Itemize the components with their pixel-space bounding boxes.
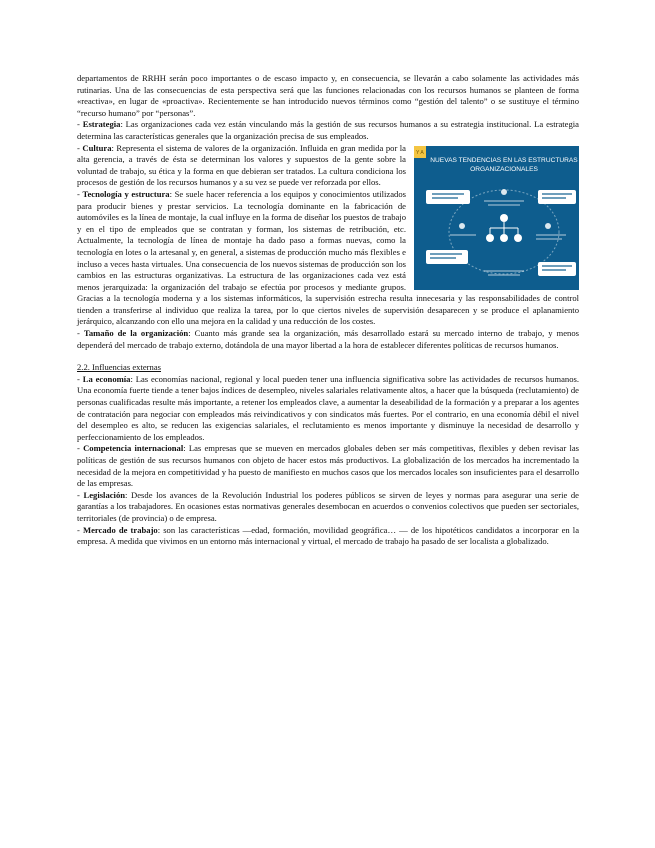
figure-title-line2: ORGANIZACIONALES: [470, 165, 538, 173]
hierarchy-node: [486, 234, 494, 242]
internal-item-text: : Representa el sistema de valores de la organización. Influida en gran medida por la alta gerencia, a través de ésta se determinan los valores y supuestos de la gente sobre la voluntad de trabajo, su ética y la forma en que debieran ser tratados. La cultura condiciona los procesos de gestión de los recursos humanos y a su vez se puede ver reforzada por ellos.: [77, 142, 406, 188]
hierarchy-top-node: [500, 214, 508, 222]
internal-item-cultura: - Cultura: Representa el sistema de valores de la organización. Influida en gran medida por la alta gerencia, a través de ésta se determinan los valores y supuestos de la gente sobre la voluntad de trabajo, su ética y la forma en que debieran ser tratados. La cultura condiciona los procesos de gestión de los recursos humanos y a su vez se puede ver reforzada por ellos.: [77, 142, 406, 188]
external-item-text: : son las características —edad, formación, movilidad geográfica… — de los hipotéticos candidatos a incorporar en la empresa. A medida que vivimos en un entorno más internacional y virtual, el mercado de trabajo ha pasado de ser localista a globalizado.: [77, 524, 580, 547]
internal-item-tamano: - Tamaño de la organización: Cuanto más grande sea la organización, más desarrollado estará su mercado interno de trabajo, y menos dependerá del mercado de trabajo externo, dotándola de una mayor libertad a la hora de establecer diferentes políticas de recursos humanos.: [77, 328, 579, 350]
intro-paragraph: departamentos de RRHH serán poco importantes o de escaso impacto y, en consecuencia, se llevarán a cabo solamente las actividades más rutinarias. Una de las consecuencias de esta perspectiva será que las funciones relacionadas con los recursos humanos se planteen de forma «reactiva», en lugar de «proactiva». Recientemente se han introducido nuevos términos como “gestión del talento” o se sustituye el término “recurso humano” por “personas”.: [77, 73, 579, 118]
external-item-text: : Desde los avances de la Revolución Industrial los poderes públicos se sirven de leyes y normas para asegurar una serie de garantías a los trabajadores. En ocasiones estas normativas generales desembocan en acuerdos o convenios colectivos que pueden ser sectoriales, territoriales (de provincia) o de empresa.: [77, 489, 579, 523]
external-item-economia: - La economía: Las economías nacional, regional y local pueden tener una influencia significativa sobre las actividades de recursos humanos. Una economía fuerte tiende a tener bajos índices de desempleo, niveles salariales relativamente altos, a hacer que la búsqueda (reclutamiento) de personas cualificadas resulte más importante, a retener los empleados clave, a aumentar la deseabilidad de la formación y a preparar a los agentes de contratación para negociar con empleados más reivindicativos y con sindicatos más fuertes. Por el contrario, en una economía débil el nivel del desempleo es alto, se reducen las exigencias salariales, el reclutamiento es menos importante y disminuye la necesidad de desarrollo y perfeccionamiento de los empleados.: [77, 373, 579, 442]
document-body: [77, 73, 579, 548]
network-icon: [459, 223, 465, 229]
external-item-legislacion: - Legislación: Desde los avances de la Revolución Industrial los poderes públicos se sirven de leyes y normas para asegurar una serie de garantías a los trabajadores. En ocasiones estas normativas generales desembocan en acuerdos o convenios colectivos que pueden ser sectoriales, territoriales (de provincia) o de empresa.: [77, 489, 579, 523]
hierarchy-node: [500, 234, 508, 242]
internal-item-text: : Cuanto más grande sea la organización, más desarrollado estará su mercado interno de trabajo, y menos dependerá del mercado de trabajo externo, dotándola de una mayor libertad a la hora de establecer diferentes políticas de recursos humanos.: [77, 328, 579, 350]
external-item-term: Legislación: [83, 489, 126, 500]
internal-item-text: : Se suele hacer referencia a los equipos y conocimientos utilizados para producir bienes y prestar servicios. La tecnología dominante en la fabricación de automóviles es la línea de montaje, la cual influye en la forma de diseñar los puestos de trabajo y en el tipo de empleados que se contratan y forman, los sistemas de retribución, etc. Actualmente, la tecnología de línea de montaje ha dado paso a formas nuevas, como la tecnología en lotes o la artesanal y, en general, a sistemas de producción mucho más flexibles e incluso a veces hasta virtuales. Una consecuencia de los nuevos sistemas de producción son los cambios en las estructuras organizativas. La estructura de las organizaciones cada vez está menos jerarquizada: la organización del trabajo se efectúa por procesos y mediante grupos. Gracias a la tecnología moderna y a los sistemas informáticos, la supervisión estrecha resulta innecesaria y las responsabilidades de control tienden a transferirse al individuo que realiza la tarea, por lo que ciertos niveles de supervisión desaparecen y se produce el aplanamiento jerárquico, alcanzando con ello una mejora en la calidad y una reducción de los costes.: [77, 188, 579, 327]
org-structures-figure: [414, 146, 579, 290]
internal-item-estrategia: - Estrategia: Las organizaciones cada vez están vinculando más la gestión de sus recursos humanos a su estrategia institucional. La estrategia determina las características generales que la organización precisa de sus empleados.: [77, 119, 579, 141]
section-spacer: [77, 351, 579, 362]
external-item-term: Mercado de trabajo: [82, 524, 158, 535]
external-item-competencia: - Competencia internacional: Las empresas que se mueven en mercados globales deben ser más competitivas, flexibles y deben revisar las políticas de gestión de sus recursos humanos con objeto de hacer estos más productivos. La globalización de los mercados ha incrementado la necesidad de la mejora en competitividad y ha puesto de manifiesto en muchos casos que los mercados locales son insuficientes para el desarrollo de las empresas.: [77, 443, 579, 489]
internal-item-term: Cultura: [82, 142, 112, 153]
external-item-text: : Las economías nacional, regional y local pueden tener una influencia significativa sobre las actividades de recursos humanos. Una economía fuerte tiende a tener bajos índices de desempleo, niveles salariales relativamente altos, a hacer que la búsqueda (reclutamiento) de personas cualificadas resulte más importante, a retener los empleados clave, a aumentar la deseabilidad de la formación y a preparar a los agentes de contratación para negociar con empleados más reivindicativos y con sindicatos más fuertes. Por el contrario, en una economía débil el nivel del desempleo es alto, se reducen las exigencias salariales, el reclutamiento es menos importante y disminuye la necesidad de desarrollo y perfeccionamiento de los empleados.: [77, 373, 579, 442]
internal-item-tecnologia: - Tecnología y estructura: Se suele hacer referencia a los equipos y conocimientos utilizados para producir bienes y prestar servicios. La tecnología dominante en la fabricación de automóviles es la línea de montaje, la cual influye en la forma de diseñar los puestos de trabajo y en el tipo de empleados que se contratan y forman, los sistemas de retribución, etc. Actualmente, la tecnología de línea de montaje ha dado paso a formas nuevas, como la tecnología en lotes o la artesanal y, en general, a sistemas de producción mucho más flexibles e incluso a veces hasta virtuales. Una consecuencia de los nuevos sistemas de producción son los cambios en las estructuras organizativas. La estructura de las organizaciones cada vez está menos jerarquizada: la organización del trabajo se efectúa por procesos y mediante grupos. Gracias a la tecnología moderna y a los sistemas informáticos, la supervisión estrecha resulta innecesaria y las responsabilidades de control tienden a transferirse al individuo que realiza la tarea, por lo que ciertos niveles de supervisión desaparecen y se produce el aplanamiento jerárquico, alcanzando con ello una mejora en la calidad y una reducción de los costes.: [77, 188, 579, 327]
internal-item-term: Estrategia: [82, 119, 121, 130]
figure-title-line1: NUEVAS TENDENCIAS EN LAS ESTRUCTURAS: [430, 156, 578, 164]
hierarchy-node: [514, 234, 522, 242]
internal-item-term: Tecnología y estructura: [82, 188, 170, 199]
section-title-external: 2.2. Influencias externas: [77, 362, 161, 373]
external-item-text: : Las empresas que se mueven en mercados globales deben ser más competitivas, flexibles y deben revisar las políticas de gestión de sus recursos humanos con objeto de hacer estos más productivos. La globalización de los mercados ha incrementado la necesidad de la mejora en competitividad y ha puesto de manifiesto en muchos casos que los mercados locales son insuficientes para el desarrollo de las empresas.: [77, 443, 579, 489]
internal-item-term: Tamaño de la organización: [83, 328, 189, 339]
figure-corner-label: Y A: [416, 149, 424, 156]
external-item-term: La economía: [82, 373, 131, 384]
external-item-mercado: - Mercado de trabajo: son las características —edad, formación, movilidad geográfica… — de los hipotéticos candidatos a incorporar en la empresa. A medida que vivimos en un entorno más internacional y virtual, el mercado de trabajo ha pasado de ser localista a globalizado.: [77, 524, 580, 547]
sitemap-icon: [501, 189, 507, 195]
external-item-term: Competencia internacional: [83, 443, 184, 454]
internal-item-text: : Las organizaciones cada vez están vinculando más la gestión de sus recursos humanos a su estrategia institucional. La estrategia determina las características generales que la organización precisa de sus empleados.: [77, 119, 579, 141]
figure-graphic: [414, 146, 579, 290]
people-icon: [545, 223, 551, 229]
